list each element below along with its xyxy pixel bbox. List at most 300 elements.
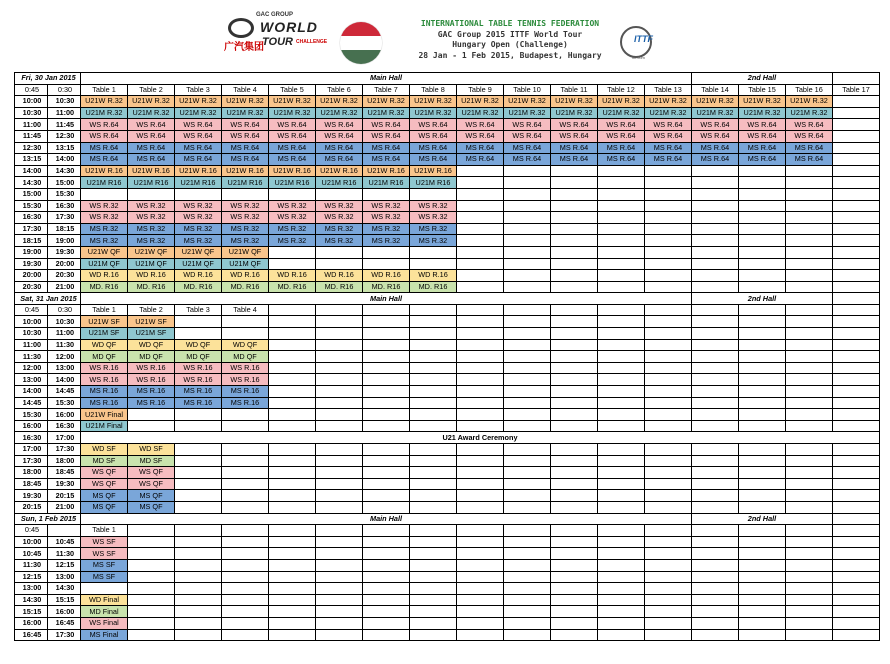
empty-cell [551, 316, 598, 328]
empty-cell [692, 455, 739, 467]
empty-cell [551, 444, 598, 456]
match-cell: MS SF [81, 559, 128, 571]
empty-cell [598, 177, 645, 189]
match-cell: MS R.32 [410, 235, 457, 247]
empty-cell [739, 362, 786, 374]
empty-cell [598, 478, 645, 490]
empty-cell [692, 177, 739, 189]
empty-cell [457, 606, 504, 618]
empty-cell [316, 559, 363, 571]
match-cell: WS R.16 [128, 362, 175, 374]
empty-cell [598, 629, 645, 641]
match-cell: U21M R16 [316, 177, 363, 189]
end-time: 10:45 [48, 536, 81, 548]
gac-world-tour-logo [222, 12, 332, 56]
empty-cell [457, 397, 504, 409]
empty-cell [410, 409, 457, 421]
end-time: 14:00 [48, 374, 81, 386]
empty-cell [645, 548, 692, 560]
empty-cell [175, 490, 222, 502]
empty-cell [316, 386, 363, 398]
match-cell: WS R.16 [128, 374, 175, 386]
empty-cell [739, 548, 786, 560]
empty-cell [269, 362, 316, 374]
match-cell: U21M R.32 [598, 107, 645, 119]
schedule-row [15, 559, 880, 571]
start-time: 18:00 [15, 467, 48, 479]
match-cell: WS R.64 [598, 119, 645, 131]
empty-cell [316, 536, 363, 548]
empty-cell [598, 397, 645, 409]
empty-cell [739, 536, 786, 548]
schedule-row [15, 420, 880, 432]
match-cell: U21W R.16 [175, 165, 222, 177]
empty-cell [363, 397, 410, 409]
empty-cell [410, 339, 457, 351]
empty-cell [175, 594, 222, 606]
empty-cell [128, 409, 175, 421]
match-cell: U21M R.32 [457, 107, 504, 119]
match-cell: MS R.64 [175, 142, 222, 154]
empty-cell [645, 351, 692, 363]
match-cell: U21W R.32 [645, 96, 692, 108]
logo-cn-text: 广汽集团 [224, 42, 264, 53]
table-header: Table 4 [222, 84, 269, 96]
empty-cell [692, 501, 739, 513]
match-cell: WS R.64 [175, 130, 222, 142]
match-cell: MS R.32 [128, 223, 175, 235]
empty-cell [410, 594, 457, 606]
empty-cell [363, 420, 410, 432]
empty-cell [645, 501, 692, 513]
table-header: Table 2 [128, 84, 175, 96]
empty-cell [786, 617, 833, 629]
match-cell: U21W R.32 [504, 96, 551, 108]
match-cell: U21M R16 [81, 177, 128, 189]
empty-cell [833, 409, 880, 421]
empty-cell [457, 525, 504, 537]
empty-cell [457, 548, 504, 560]
empty-cell [316, 548, 363, 560]
match-cell: WS Final [81, 617, 128, 629]
start-duration-gray [48, 525, 81, 537]
empty-cell [739, 525, 786, 537]
empty-cell [786, 177, 833, 189]
match-cell: U21M R16 [363, 177, 410, 189]
empty-cell [692, 467, 739, 479]
match-cell: WS R.64 [786, 119, 833, 131]
match-cell: MS R.64 [175, 154, 222, 166]
match-cell: U21M R.32 [692, 107, 739, 119]
empty-cell [598, 386, 645, 398]
match-cell: U21W R.16 [316, 165, 363, 177]
match-cell: U21M R.32 [551, 107, 598, 119]
start-time: 20:00 [15, 270, 48, 282]
empty-cell [692, 444, 739, 456]
match-cell: WD R.16 [410, 270, 457, 282]
empty-cell [222, 548, 269, 560]
empty-cell [598, 594, 645, 606]
empty-cell [504, 629, 551, 641]
logo-tour-text: TOUR [262, 36, 293, 48]
empty-cell [551, 362, 598, 374]
table-names-row [15, 84, 880, 96]
empty-cell [598, 258, 645, 270]
empty-cell [269, 501, 316, 513]
match-cell: WS R.64 [692, 130, 739, 142]
match-cell: MS R.64 [128, 154, 175, 166]
empty-cell [410, 246, 457, 258]
match-cell: MS QF [128, 490, 175, 502]
empty-cell [410, 525, 457, 537]
start-time: 10:00 [15, 316, 48, 328]
empty-cell [692, 525, 739, 537]
end-time: 12:30 [48, 130, 81, 142]
empty-cell [316, 339, 363, 351]
match-cell: MD. R16 [222, 281, 269, 293]
start-time: 10:30 [15, 107, 48, 119]
empty-cell [316, 188, 363, 200]
match-cell: WS R.64 [551, 130, 598, 142]
empty-cell [316, 420, 363, 432]
empty-cell [551, 478, 598, 490]
match-cell: MD. R16 [363, 281, 410, 293]
empty-cell [786, 409, 833, 421]
empty-cell [269, 478, 316, 490]
empty-cell [316, 617, 363, 629]
table-header: Table 10 [504, 84, 551, 96]
day-date: Sun, 1 Feb 2015 [15, 513, 81, 525]
match-cell: U21M R16 [410, 177, 457, 189]
empty-cell [316, 629, 363, 641]
match-cell: MS R.64 [410, 142, 457, 154]
empty-cell [645, 374, 692, 386]
schedule-row [15, 328, 880, 340]
match-cell: WS R.16 [175, 362, 222, 374]
empty-cell [786, 478, 833, 490]
match-cell: MS R.16 [175, 386, 222, 398]
empty-cell [457, 559, 504, 571]
match-cell: WS R.32 [410, 212, 457, 224]
empty-cell [833, 583, 880, 595]
empty-cell [504, 583, 551, 595]
match-cell: WS R.32 [128, 212, 175, 224]
main-hall-label: Main Hall [81, 293, 692, 305]
match-cell: WS R.32 [128, 200, 175, 212]
empty-cell [222, 571, 269, 583]
empty-cell [786, 270, 833, 282]
empty-cell [833, 212, 880, 224]
start-time: 16:00 [15, 617, 48, 629]
empty-cell [504, 386, 551, 398]
empty-cell [692, 316, 739, 328]
empty-cell [551, 490, 598, 502]
empty-cell [222, 501, 269, 513]
match-cell: MS R.64 [598, 142, 645, 154]
empty-cell [786, 444, 833, 456]
empty-cell [504, 455, 551, 467]
match-cell: WS R.64 [504, 130, 551, 142]
empty-cell [410, 328, 457, 340]
end-time: 16:00 [48, 409, 81, 421]
start-time: 11:30 [15, 351, 48, 363]
table-header: Table 7 [363, 84, 410, 96]
empty-cell [504, 165, 551, 177]
schedule-row [15, 316, 880, 328]
empty-cell [363, 536, 410, 548]
empty-cell [504, 571, 551, 583]
match-cell: WS QF [81, 478, 128, 490]
empty-cell [833, 339, 880, 351]
empty-cell [786, 374, 833, 386]
empty-cell [833, 617, 880, 629]
match-cell: WD R.16 [128, 270, 175, 282]
empty-cell [692, 246, 739, 258]
schedule-row [15, 200, 880, 212]
empty-cell [175, 467, 222, 479]
empty-cell [363, 501, 410, 513]
empty-cell [645, 455, 692, 467]
schedule-row [15, 594, 880, 606]
match-cell: MS R.16 [128, 397, 175, 409]
empty-cell [551, 281, 598, 293]
start-time: 12:30 [15, 142, 48, 154]
table-header: Table 4 [222, 304, 269, 316]
empty-cell [739, 177, 786, 189]
empty-cell [551, 397, 598, 409]
schedule-row [15, 409, 880, 421]
start-time: 13:15 [15, 154, 48, 166]
empty-cell [739, 316, 786, 328]
match-cell: WD Final [81, 594, 128, 606]
second-hall-label: 2nd Hall [692, 513, 833, 525]
empty-cell [457, 478, 504, 490]
match-cell: WS R.32 [222, 200, 269, 212]
table-header: Table 11 [551, 84, 598, 96]
empty-cell [692, 223, 739, 235]
empty-cell [269, 467, 316, 479]
empty-cell [551, 200, 598, 212]
empty-cell [645, 617, 692, 629]
table-header: Table 9 [457, 84, 504, 96]
match-cell: WS R.32 [81, 212, 128, 224]
match-cell: U21W R.32 [128, 96, 175, 108]
start-time: 11:00 [15, 119, 48, 131]
empty-cell [833, 571, 880, 583]
empty-cell [833, 130, 880, 142]
match-cell: U21M R.32 [786, 107, 833, 119]
empty-cell [410, 606, 457, 618]
match-cell: MS R.64 [81, 154, 128, 166]
empty-cell [598, 374, 645, 386]
start-time: 16:30 [15, 432, 48, 444]
empty-cell [739, 200, 786, 212]
empty-cell [598, 501, 645, 513]
match-cell: MS QF [81, 501, 128, 513]
empty-cell [833, 293, 880, 305]
match-cell: WS R.64 [81, 130, 128, 142]
match-cell: MS R.32 [363, 223, 410, 235]
match-cell: MS Final [81, 629, 128, 641]
empty-cell [692, 270, 739, 282]
empty-cell [222, 629, 269, 641]
empty-cell [363, 571, 410, 583]
match-cell: WS R.64 [504, 119, 551, 131]
start-time: 15:15 [15, 606, 48, 618]
empty-cell [457, 536, 504, 548]
match-cell: WS R.32 [175, 200, 222, 212]
end-time: 15:00 [48, 177, 81, 189]
empty-cell [598, 467, 645, 479]
empty-cell [128, 571, 175, 583]
table-header: Table 1 [81, 84, 128, 96]
start-time: 10:00 [15, 536, 48, 548]
match-cell: MS SF [81, 571, 128, 583]
empty-cell [551, 246, 598, 258]
empty-cell [504, 525, 551, 537]
empty-cell [222, 617, 269, 629]
empty-cell [598, 165, 645, 177]
empty-cell [833, 188, 880, 200]
empty-cell [739, 617, 786, 629]
start-time: 17:00 [15, 444, 48, 456]
table-header: Table 2 [128, 304, 175, 316]
empty-cell [457, 467, 504, 479]
match-cell: WS R.16 [81, 362, 128, 374]
empty-cell [410, 374, 457, 386]
schedule-row [15, 397, 880, 409]
match-cell: U21M R.32 [175, 107, 222, 119]
empty-cell [833, 316, 880, 328]
match-cell: MS R.32 [269, 235, 316, 247]
empty-cell [316, 316, 363, 328]
match-cell: MS R.32 [175, 223, 222, 235]
empty-cell [692, 200, 739, 212]
empty-cell [222, 467, 269, 479]
end-time: 21:00 [48, 281, 81, 293]
empty-cell [645, 467, 692, 479]
match-cell: WS R.64 [128, 119, 175, 131]
empty-cell [692, 339, 739, 351]
start-time: 19:00 [15, 246, 48, 258]
match-cell: MS R.64 [739, 142, 786, 154]
empty-cell [692, 212, 739, 224]
empty-cell [786, 235, 833, 247]
match-cell: U21M R16 [222, 177, 269, 189]
end-time: 11:30 [48, 339, 81, 351]
empty-cell [598, 571, 645, 583]
empty-cell [457, 617, 504, 629]
end-time: 13:15 [48, 142, 81, 154]
empty-cell [645, 583, 692, 595]
empty-cell [598, 351, 645, 363]
match-cell: MS R.32 [269, 223, 316, 235]
schedule-row [15, 223, 880, 235]
empty-cell [269, 606, 316, 618]
empty-cell [175, 455, 222, 467]
empty-cell [175, 444, 222, 456]
empty-cell [551, 536, 598, 548]
match-cell: U21M QF [222, 258, 269, 270]
end-time: 16:30 [48, 420, 81, 432]
empty-cell [363, 258, 410, 270]
day-date: Sat, 31 Jan 2015 [15, 293, 81, 305]
start-time: 15:00 [15, 188, 48, 200]
end-time: 18:00 [48, 455, 81, 467]
empty-cell [504, 188, 551, 200]
empty-cell [410, 455, 457, 467]
start-time: 16:30 [15, 212, 48, 224]
table-header: Table 12 [598, 84, 645, 96]
empty-cell [457, 304, 504, 316]
match-cell: MS R.32 [128, 235, 175, 247]
title-block [410, 19, 610, 61]
empty-cell [786, 258, 833, 270]
empty-cell [739, 339, 786, 351]
empty-cell [833, 444, 880, 456]
empty-cell [833, 246, 880, 258]
empty-cell [363, 351, 410, 363]
schedule-row [15, 583, 880, 595]
empty-cell [316, 606, 363, 618]
empty-cell [363, 316, 410, 328]
match-cell: U21W R.32 [457, 96, 504, 108]
start-time: 14:30 [15, 594, 48, 606]
end-time: 13:00 [48, 571, 81, 583]
empty-cell [692, 386, 739, 398]
empty-cell [269, 559, 316, 571]
empty-cell [316, 374, 363, 386]
match-cell: MS R.16 [81, 397, 128, 409]
match-cell: U21M QF [81, 258, 128, 270]
empty-cell [833, 281, 880, 293]
schedule-row [15, 188, 880, 200]
match-cell: WS R.16 [222, 362, 269, 374]
end-time: 20:15 [48, 490, 81, 502]
match-cell: U21M R.32 [410, 107, 457, 119]
empty-cell [222, 525, 269, 537]
schedule-row [15, 374, 880, 386]
empty-cell [786, 548, 833, 560]
start-time: 20:15 [15, 501, 48, 513]
empty-cell [175, 409, 222, 421]
empty-cell [739, 386, 786, 398]
match-cell: U21M R.32 [645, 107, 692, 119]
empty-cell [598, 490, 645, 502]
empty-cell [81, 188, 128, 200]
empty-cell [316, 455, 363, 467]
empty-cell [504, 281, 551, 293]
empty-cell [269, 594, 316, 606]
empty-cell [363, 444, 410, 456]
empty-cell [739, 351, 786, 363]
match-cell: U21W R.32 [410, 96, 457, 108]
empty-cell [739, 490, 786, 502]
empty-cell [786, 246, 833, 258]
empty-cell [786, 490, 833, 502]
match-cell: U21W R.32 [222, 96, 269, 108]
empty-cell [786, 583, 833, 595]
empty-cell [833, 420, 880, 432]
empty-cell [410, 316, 457, 328]
empty-cell [457, 362, 504, 374]
empty-cell [363, 490, 410, 502]
schedule-row [15, 432, 880, 444]
end-time: 13:00 [48, 362, 81, 374]
ittf-sub-text: ittf.com [632, 55, 645, 60]
match-cell: WS R.32 [269, 212, 316, 224]
end-time: 11:00 [48, 328, 81, 340]
